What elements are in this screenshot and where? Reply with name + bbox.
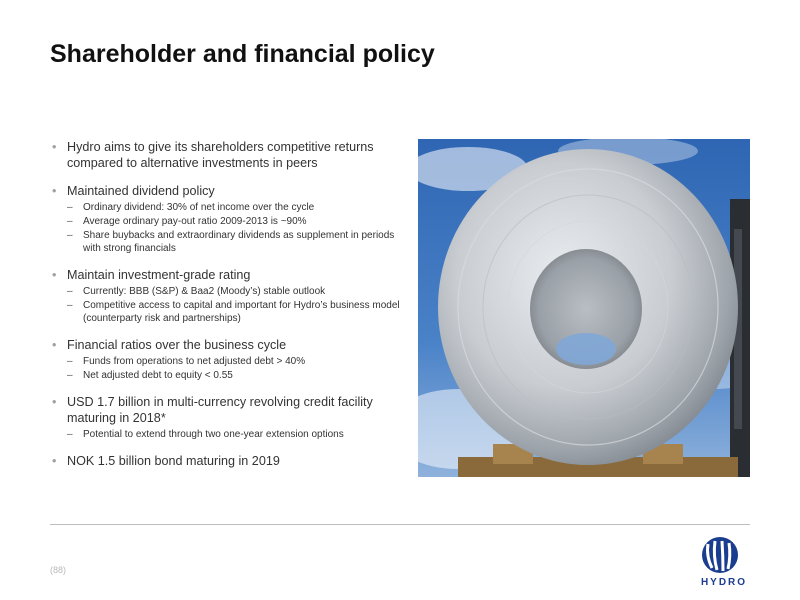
bullet-item [50,453,410,469]
sub-list [67,428,410,441]
sub-item: – Share buybacks and extraordinary dividends as supplement in periods with strong financials [67,229,410,255]
sub-list [67,355,410,382]
aluminium-coil-photo [418,139,750,477]
bullet-item [50,394,410,441]
bullet-text: USD 1.7 billion in multi-currency revolving credit facility maturing in 2018* [67,395,373,425]
sub-item: – Competitive access to capital and important for Hydro’s business model (counterparty risk and partnerships) [67,299,410,325]
sub-item: – Potential to extend through two one-year extension options [67,428,410,441]
bullet-item [50,267,410,325]
sub-item: – Net adjusted debt to equity < 0.55 [67,369,410,382]
bullet-text: Maintain investment-grade rating [67,268,251,282]
bullet-text: Hydro aims to give its shareholders competitive returns compared to alternative investments in peers [67,140,374,170]
bullet-text: Financial ratios over the business cycle [67,338,287,352]
bullet-text: NOK 1.5 billion bond maturing in 2019 [67,454,280,468]
footer-divider [50,524,750,525]
bullet-item [50,183,410,255]
sub-item: – Funds from operations to net adjusted debt > 40% [67,355,410,368]
bullet-item [50,139,410,171]
sub-list [67,285,410,325]
page-number: (88) [50,565,67,575]
bullet-item [50,337,410,382]
logo-wordmark: HYDRO [700,577,748,588]
page-title: Shareholder and financial policy [50,40,435,68]
sub-item: – Ordinary dividend: 30% of net income over the cycle [67,201,410,214]
sub-item: – Average ordinary pay-out ratio 2009-2013 is ~90% [67,215,410,228]
sub-item: – Currently: BBB (S&P) & Baa2 (Moody’s) stable outlook [67,285,410,298]
bullet-list [50,139,410,481]
sub-list [67,201,410,255]
bullet-text: Maintained dividend policy [67,184,215,198]
